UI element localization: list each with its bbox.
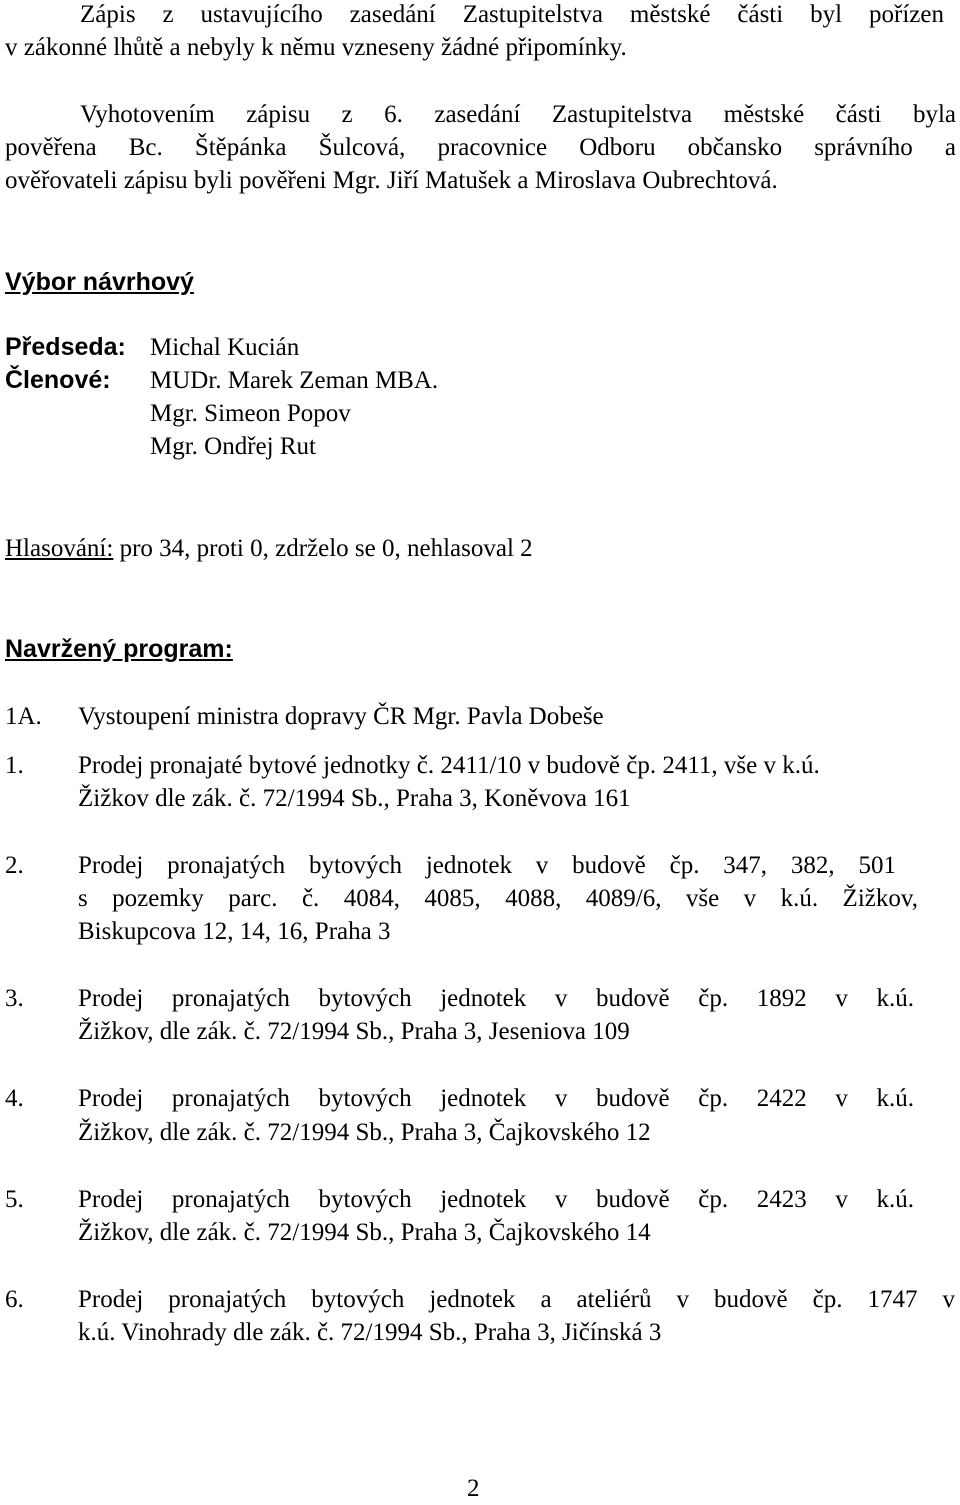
program-item-line: Prodej pronajatých bytových jednotek v budově čp. 1892 v k.ú. bbox=[78, 985, 914, 1012]
program-item-line: Žižkov, dle zák. č. 72/1994 Sb., Praha 3, Čajkovského 14 bbox=[78, 1219, 651, 1246]
program-item-line: Žižkov, dle zák. č. 72/1994 Sb., Praha 3, Čajkovského 12 bbox=[78, 1119, 651, 1146]
member-3: Mgr. Ondřej Rut bbox=[150, 433, 316, 460]
program-item-line: Prodej pronajatých bytových jednotek a ateliérů v budově čp. 1747 v bbox=[78, 1286, 955, 1313]
program-item-line: Prodej pronajatých bytových jednotek v budově čp. 2422 v k.ú. bbox=[78, 1085, 914, 1112]
page-number: 2 bbox=[467, 1475, 480, 1502]
chair-label: Předseda: bbox=[5, 333, 126, 361]
member-1: MUDr. Marek Zeman MBA. bbox=[150, 367, 439, 394]
program-item-num: 6. bbox=[5, 1286, 24, 1313]
intro-p1-line-2: v zákonné lhůtě a nebyly k němu vzneseny žádné připomínky. bbox=[5, 34, 627, 61]
program-item-num: 1A. bbox=[5, 703, 42, 730]
vote-label: Hlasování: bbox=[5, 535, 114, 562]
program-item-line: Žižkov dle zák. č. 72/1994 Sb., Praha 3, Koněvova 161 bbox=[78, 785, 631, 812]
program-item-num: 2. bbox=[5, 852, 24, 879]
program-item-line: Prodej pronajatých bytových jednotek v budově čp. 347, 382, 501 bbox=[78, 852, 896, 879]
program-item-num: 1. bbox=[5, 752, 24, 779]
program-item-line: s pozemky parc. č. 4084, 4085, 4088, 4089/6, vše v k.ú. Žižkov, bbox=[78, 885, 918, 912]
program-item-line: Prodej pronajatých bytových jednotek v budově čp. 2423 v k.ú. bbox=[78, 1186, 914, 1213]
program-item-line: Prodej pronajaté bytové jednotky č. 2411/10 v budově čp. 2411, vše v k.ú. bbox=[78, 752, 820, 779]
vote-text: pro 34, proti 0, zdrželo se 0, nehlasoval 2 bbox=[113, 535, 533, 562]
program-item-num: 4. bbox=[5, 1085, 24, 1112]
intro-p2-line-3: ověřovateli zápisu byli pověřeni Mgr. Jiří Matušek a Miroslava Oubrechtová. bbox=[5, 167, 778, 194]
program-item-num: 3. bbox=[5, 985, 24, 1012]
intro-p2-line-1: Vyhotovením zápisu z 6. zasedání Zastupitelstva městské části byla bbox=[80, 101, 956, 128]
program-item-line: Vystoupení ministra dopravy ČR Mgr. Pavla Dobeše bbox=[78, 703, 604, 730]
vote-line bbox=[5, 532, 533, 565]
program-heading: Navržený program: bbox=[5, 635, 233, 663]
program-item-line: Žižkov, dle zák. č. 72/1994 Sb., Praha 3, Jeseniova 109 bbox=[78, 1018, 630, 1045]
program-item-num: 5. bbox=[5, 1186, 24, 1213]
committee-heading: Výbor návrhový bbox=[5, 268, 194, 296]
program-item-line: k.ú. Vinohrady dle zák. č. 72/1994 Sb., Praha 3, Jičínská 3 bbox=[78, 1319, 662, 1346]
program-item-line: Biskupcova 12, 14, 16, Praha 3 bbox=[78, 918, 391, 945]
members-label: Členové: bbox=[5, 366, 111, 394]
intro-p1-line-1: Zápis z ustavujícího zasedání Zastupitelstva městské části byl pořízen bbox=[80, 1, 944, 28]
intro-p2-line-2: pověřena Bc. Štěpánka Šulcová, pracovnice Odboru občansko správního a bbox=[5, 134, 956, 161]
chair-name: Michal Kucián bbox=[150, 334, 300, 361]
member-2: Mgr. Simeon Popov bbox=[150, 400, 351, 427]
